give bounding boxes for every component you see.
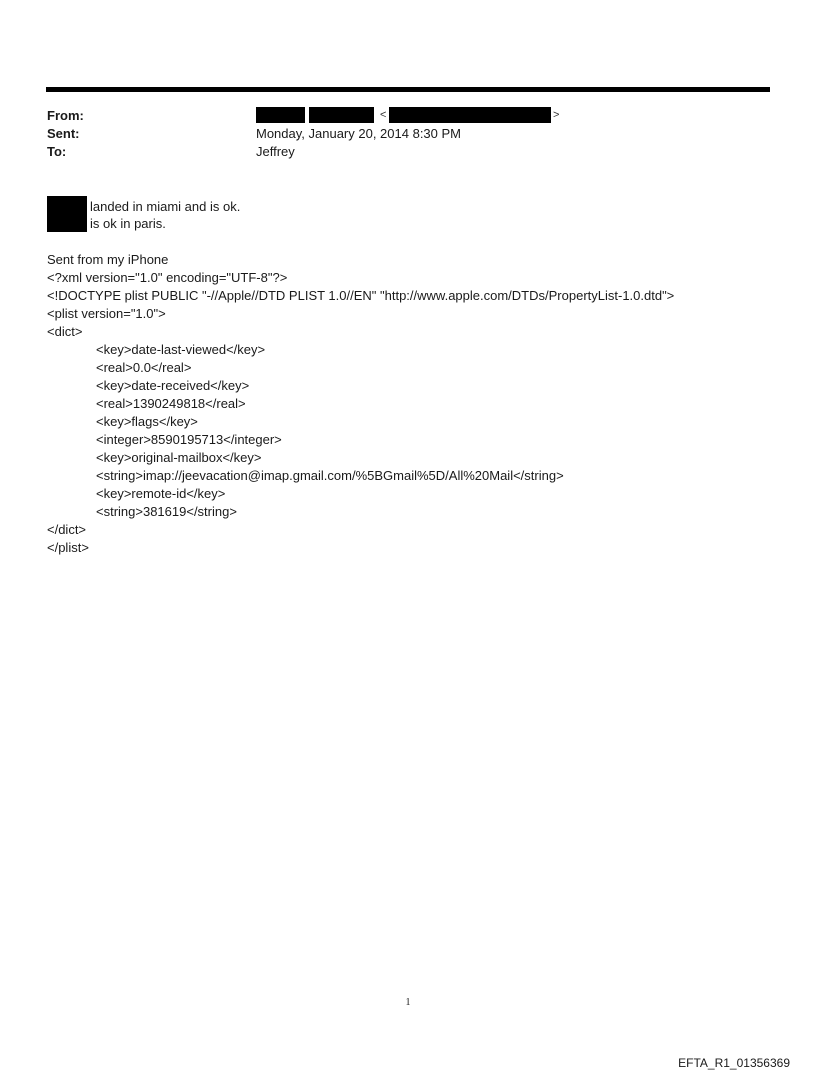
bates-number: EFTA_R1_01356369 bbox=[678, 1056, 790, 1070]
to-value: Jeffrey bbox=[256, 144, 295, 159]
redaction-from-first-name bbox=[256, 107, 305, 123]
plist-line: <?xml version="1.0" encoding="UTF-8"?> bbox=[47, 270, 288, 285]
plist-line: </dict> bbox=[47, 522, 87, 537]
message-line-1: landed in miami and is ok. bbox=[90, 199, 241, 214]
plist-line: <string>381619</string> bbox=[96, 504, 237, 519]
plist-line: <string>imap://jeevacation@imap.gmail.com/%5BGmail%5D/All%20Mail</string> bbox=[96, 468, 564, 483]
sent-value: Monday, January 20, 2014 8:30 PM bbox=[256, 126, 461, 141]
header-rule bbox=[46, 87, 770, 92]
to-label: To: bbox=[47, 144, 67, 159]
plist-line: <integer>8590195713</integer> bbox=[96, 432, 282, 447]
redaction-names bbox=[47, 196, 87, 232]
plist-line: <key>remote-id</key> bbox=[96, 486, 226, 501]
plist-line: <key>original-mailbox</key> bbox=[96, 450, 262, 465]
message-line-2: is ok in paris. bbox=[90, 216, 166, 231]
plist-line: <!DOCTYPE plist PUBLIC "-//Apple//DTD PLIST 1.0//EN" "http://www.apple.com/DTDs/PropertyList-1.0.dtd"> bbox=[47, 288, 675, 303]
from-close-angle: > bbox=[553, 109, 560, 121]
redaction-from-email bbox=[389, 107, 551, 123]
page-number: 1 bbox=[405, 997, 411, 1008]
sent-label: Sent: bbox=[47, 126, 80, 141]
from-label: From: bbox=[47, 108, 84, 123]
plist-line: <real>0.0</real> bbox=[96, 360, 192, 375]
signature: Sent from my iPhone bbox=[47, 252, 169, 267]
plist-line: <key>date-received</key> bbox=[96, 378, 250, 393]
from-open-angle: < bbox=[380, 109, 387, 121]
plist-line: <key>flags</key> bbox=[96, 414, 198, 429]
plist-line: <key>date-last-viewed</key> bbox=[96, 342, 266, 357]
redaction-from-last-name bbox=[309, 107, 374, 123]
plist-line: </plist> bbox=[47, 540, 89, 555]
plist-line: <plist version="1.0"> bbox=[47, 306, 166, 321]
plist-line: <real>1390249818</real> bbox=[96, 396, 246, 411]
plist-line: <dict> bbox=[47, 324, 83, 339]
